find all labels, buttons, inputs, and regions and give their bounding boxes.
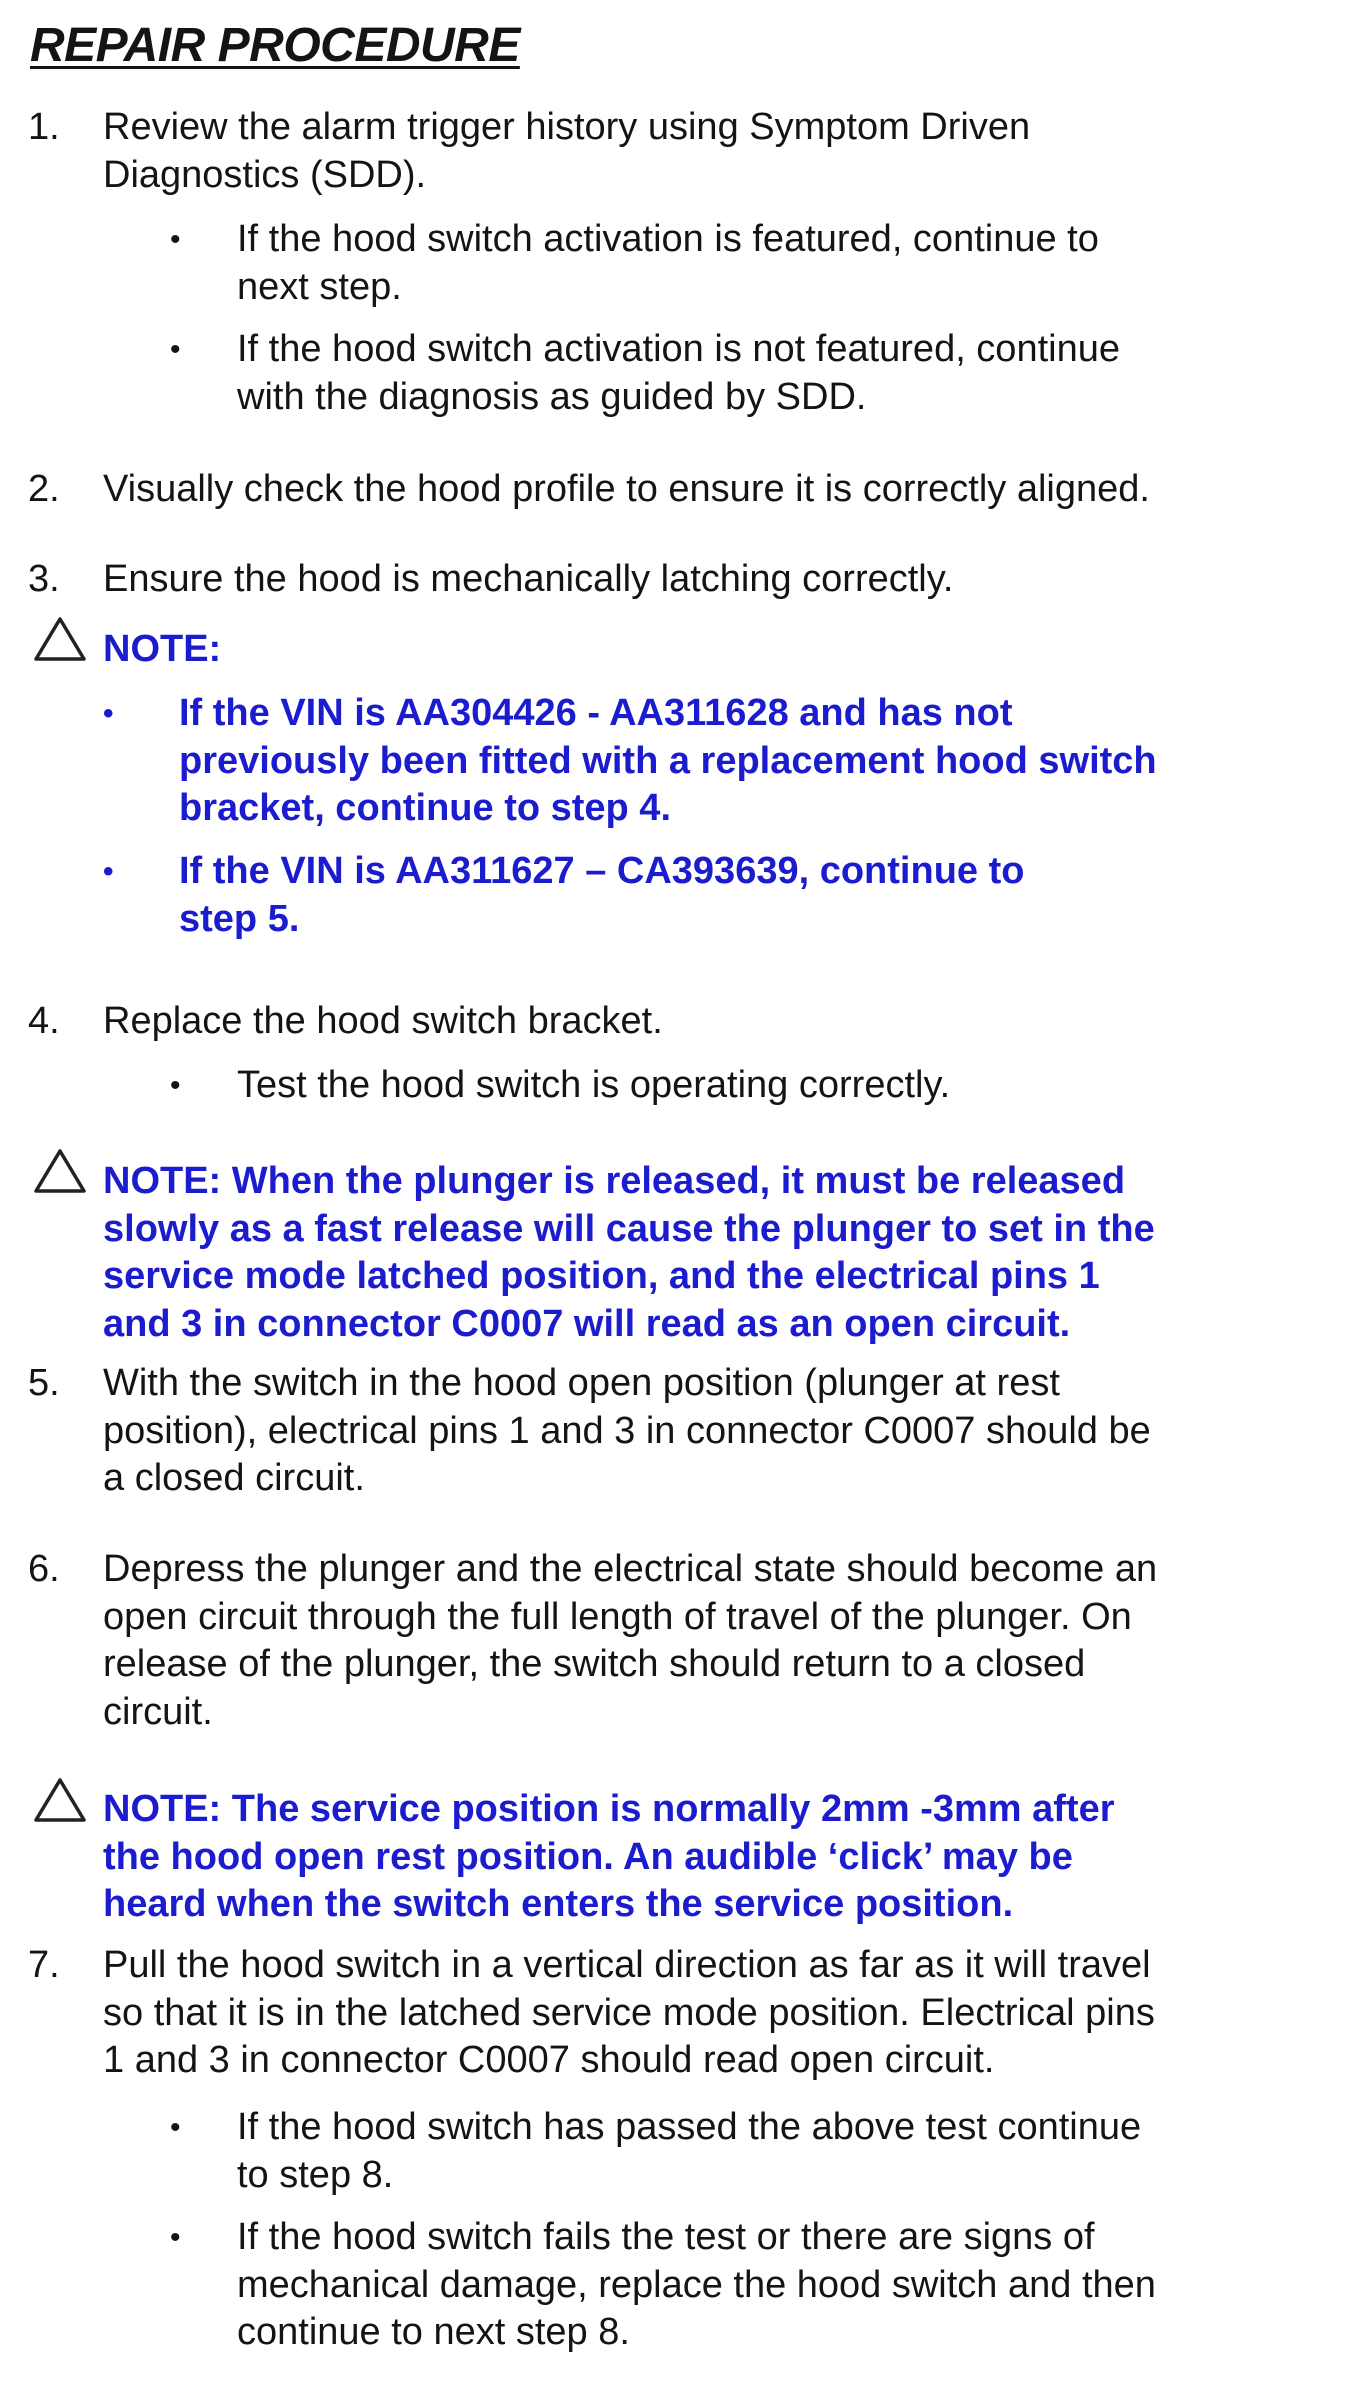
step-number: 3. bbox=[28, 558, 60, 600]
step-text: Visually check the hood profile to ensure it is correctly aligned. bbox=[103, 468, 1150, 510]
bullet: • bbox=[103, 697, 114, 730]
note-2: NOTE: When the plunger is released, it must be released slowly as a fast release will cause the plunger to set in the service mode latched position, and the electrical pins 1 and 3 in connector C0007 will read as an open circuit. bbox=[103, 1160, 1155, 1345]
step-number: 6. bbox=[28, 1548, 60, 1590]
step-text: Review the alarm trigger history using Symptom Driven Diagnostics (SDD). bbox=[103, 106, 1031, 196]
step-number: 1. bbox=[28, 106, 60, 148]
step-text: Pull the hood switch in a vertical direction as far as it will travel so that it is in the latched service mode position. Electrical pins 1 and 3 in connector C0007 should read open circuit. bbox=[103, 1944, 1155, 2081]
bullet: • bbox=[103, 855, 114, 888]
bullet: • bbox=[170, 2221, 181, 2254]
step-text: Replace the hood switch bracket. bbox=[103, 1000, 663, 1042]
step-number: 7. bbox=[28, 1944, 60, 1986]
bullet: • bbox=[170, 223, 181, 256]
step-number: 4. bbox=[28, 1000, 60, 1042]
note-3: NOTE: The service position is normally 2mm -3mm after the hood open rest position. An audible ‘click’ may be heard when the switch enters the service position. bbox=[103, 1788, 1115, 1925]
bullet: • bbox=[170, 1069, 181, 1102]
step-text: With the switch in the hood open position (plunger at rest position), electrical pins 1 and 3 in connector C0007 should be a closed circuit. bbox=[103, 1362, 1151, 1499]
step-text: Depress the plunger and the electrical state should become an open circuit through the full length of travel of the plunger. On release of the plunger, the switch should return to a closed circuit. bbox=[103, 1548, 1158, 1733]
note-label: NOTE: bbox=[103, 628, 222, 670]
step-text: Ensure the hood is mechanically latching correctly. bbox=[103, 558, 954, 600]
step-number: 5. bbox=[28, 1362, 60, 1404]
bullet: • bbox=[170, 2111, 181, 2144]
bullet: • bbox=[170, 333, 181, 366]
step-number: 2. bbox=[28, 468, 60, 510]
warning-triangle-icon bbox=[32, 614, 88, 666]
warning-triangle-icon bbox=[32, 1775, 88, 1827]
warning-triangle-icon bbox=[32, 1146, 88, 1198]
page-title: REPAIR PROCEDURE bbox=[30, 19, 520, 72]
